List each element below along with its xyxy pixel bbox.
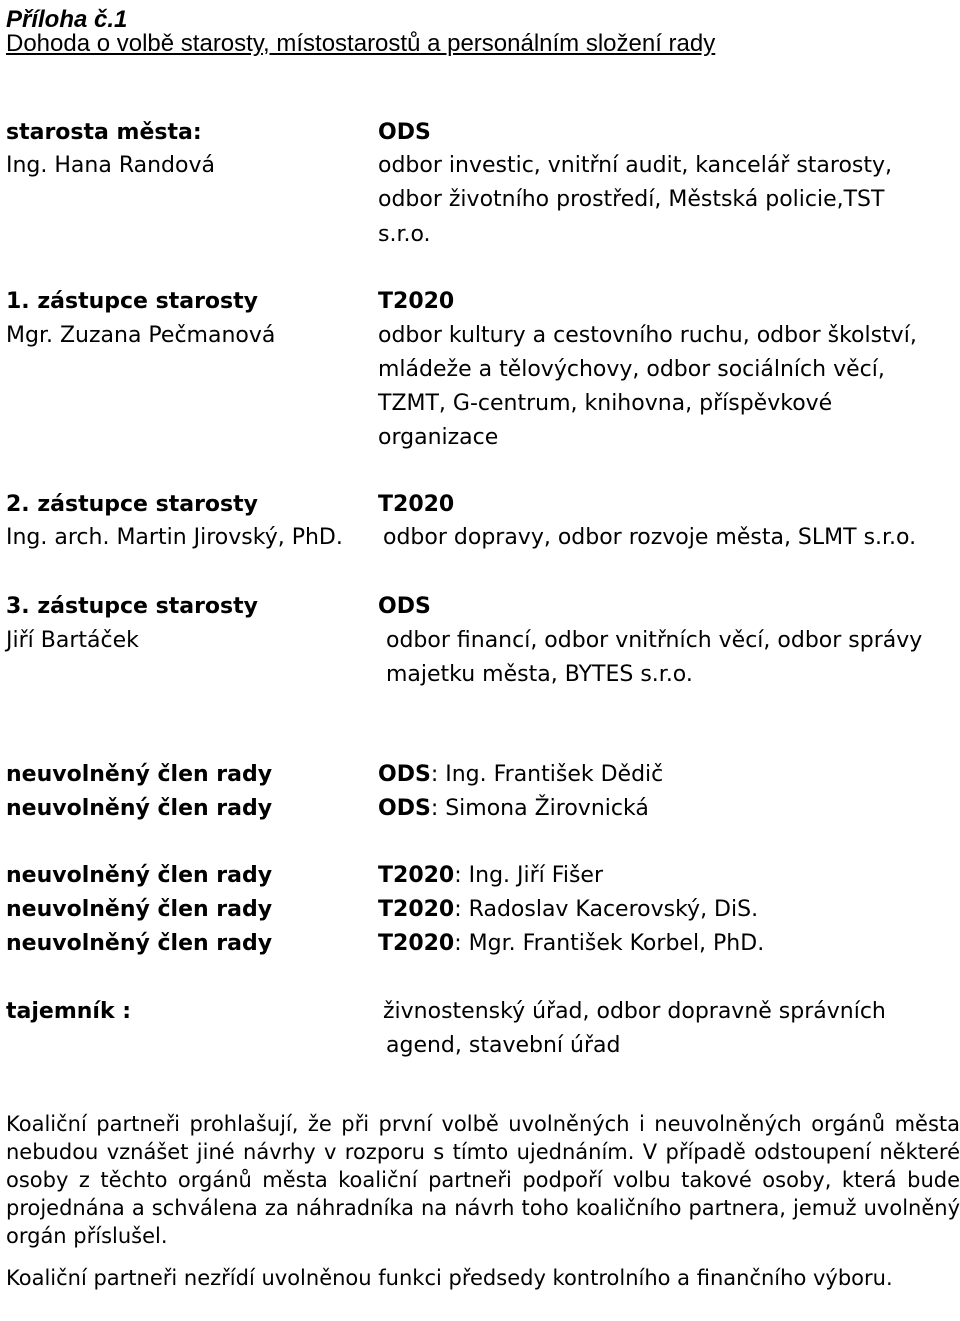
- secretary-duties-line-2: agend, stavební úřad: [386, 1033, 621, 1058]
- member-1-party: ODS: [378, 762, 431, 787]
- deputy1-duties-line-3: TZMT, G-centrum, knihovna, příspěvkové: [378, 391, 833, 416]
- secretary-duties-line-1: živnostenský úřad, odbor dopravně správních: [383, 999, 886, 1024]
- member-2-name: : Simona Žirovnická: [430, 796, 649, 821]
- mayor-role: starosta města:: [6, 120, 202, 145]
- deputy1-duties-line-2: mládeže a tělovýchovy, odbor sociálních věcí,: [378, 357, 885, 382]
- deputy1-party: T2020: [378, 289, 455, 314]
- deputy1-name: Mgr. Zuzana Pečmanová: [6, 323, 276, 348]
- deputy2-party: T2020: [378, 492, 455, 517]
- deputy3-party: ODS: [378, 594, 431, 619]
- member-4-role: neuvolněný člen rady: [6, 897, 273, 922]
- deputy3-duties-line-2: majetku města, BYTES s.r.o.: [386, 662, 693, 687]
- mayor-duties-line-3: s.r.o.: [378, 222, 431, 247]
- member-3-party: T2020: [378, 863, 455, 888]
- member-5-name: : Mgr. František Korbel, PhD.: [454, 931, 765, 956]
- member-3-entry: [378, 859, 603, 892]
- coalition-paragraph-1: Koaliční partneři prohlašují, že při první volbě uvolněných i neuvolněných orgánů města nebudou vznášet jiné návrhy v rozporu s tímto ujednáním. V případě odstoupení některé osoby z těchto orgánů města koaliční partneři podpoří volbu takové osoby, která bude projednána a schválena za náhradníka na návrh toho koaličního partnera, jemuž uvolněný orgán příslušel.: [6, 1112, 960, 1248]
- deputy3-role: 3. zástupce starosty: [6, 594, 258, 619]
- deputy1-duties-line-1: odbor kultury a cestovního ruchu, odbor školství,: [378, 323, 917, 348]
- deputy2-name: Ing. arch. Martin Jirovský, PhD.: [6, 525, 343, 550]
- member-5-party: T2020: [378, 931, 455, 956]
- deputy1-duties-line-4: organizace: [378, 425, 499, 450]
- member-4-name: : Radoslav Kacerovský, DiS.: [454, 897, 759, 922]
- deputy2-role: 2. zástupce starosty: [6, 492, 258, 517]
- member-3-name: : Ing. Jiří Fišer: [454, 863, 603, 888]
- coalition-paragraph-2: Koaliční partneři nezřídí uvolněnou funkci předsedy kontrolního a finančního výboru.: [6, 1266, 893, 1290]
- document-subtitle: Dohoda o volbě starosty, místostarostů a personálním složení rady: [6, 30, 716, 57]
- mayor-duties-line-2: odbor životního prostředí, Městská policie,TST: [378, 187, 885, 212]
- member-4-entry: [378, 893, 758, 926]
- member-5-entry: [378, 927, 764, 960]
- document-title: Příloha č.1: [6, 6, 128, 33]
- member-1-role: neuvolněný člen rady: [6, 762, 273, 787]
- member-3-role: neuvolněný člen rady: [6, 863, 273, 888]
- member-2-party: ODS: [378, 796, 431, 821]
- mayor-name: Ing. Hana Randová: [6, 153, 215, 178]
- mayor-party: ODS: [378, 120, 431, 145]
- member-1-name: : Ing. František Dědič: [430, 762, 664, 787]
- secretary-role: tajemník :: [6, 999, 132, 1024]
- member-4-party: T2020: [378, 897, 455, 922]
- deputy3-duties-line-1: odbor financí, odbor vnitřních věcí, odbor správy: [386, 628, 923, 653]
- deputy2-duties: odbor dopravy, odbor rozvoje města, SLMT s.r.o.: [383, 525, 917, 550]
- deputy3-name: Jiří Bartáček: [6, 628, 139, 653]
- member-2-entry: [378, 792, 649, 825]
- member-5-role: neuvolněný člen rady: [6, 931, 273, 956]
- deputy1-role: 1. zástupce starosty: [6, 289, 258, 314]
- member-2-role: neuvolněný člen rady: [6, 796, 273, 821]
- mayor-duties-line-1: odbor investic, vnitřní audit, kancelář starosty,: [378, 153, 893, 178]
- member-1-entry: [378, 758, 663, 791]
